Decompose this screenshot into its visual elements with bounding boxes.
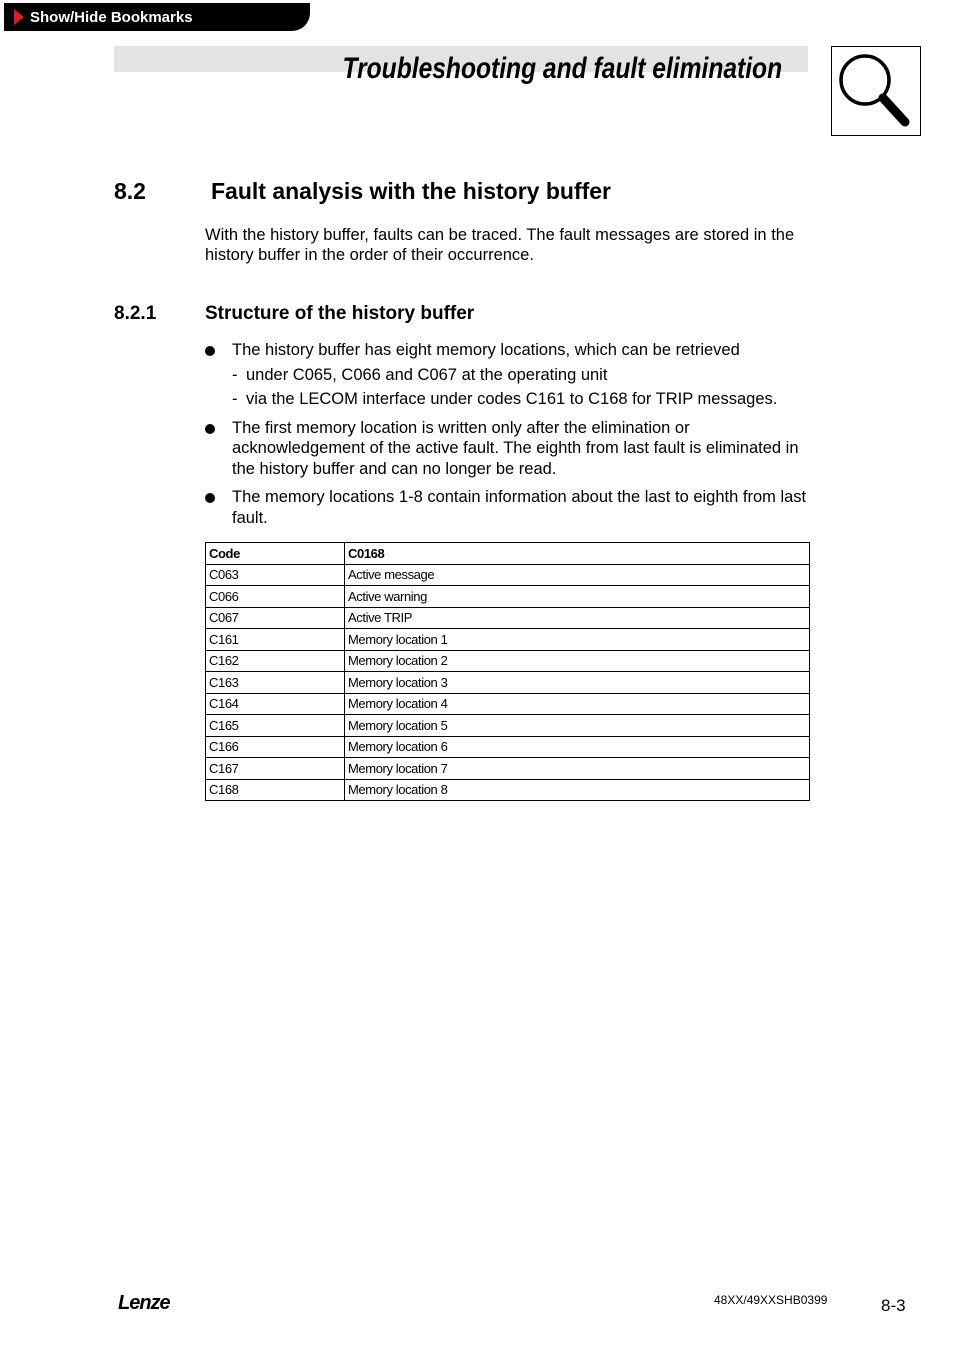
table-cell-meaning: Memory location 7	[345, 758, 810, 780]
page-number: 8-3	[881, 1296, 906, 1315]
table-cell-meaning: Memory location 3	[345, 672, 810, 694]
sub-item	[232, 365, 815, 386]
subsection-number: 8.2.1	[114, 303, 157, 324]
document-number: 48XX/49XXSHB0399	[714, 1293, 828, 1307]
table-cell-code: C066	[206, 586, 345, 608]
sub-item-text: via the LECOM interface under codes C161 to C168 for TRIP messages.	[246, 390, 778, 408]
dash-icon: -	[232, 390, 238, 408]
table-cell-code: C067	[206, 607, 345, 629]
bullet-dot-icon	[205, 493, 215, 503]
section-title: Fault analysis with the history buffer	[211, 178, 612, 204]
bullet-item	[205, 418, 815, 480]
section-number: 8.2	[114, 178, 146, 204]
table-cell-meaning: Memory location 8	[345, 779, 810, 801]
sub-item-text: under C065, C066 and C067 at the operating unit	[246, 365, 608, 384]
section-intro: With the history buffer, faults can be traced. The fault messages are stored in the history buffer in the order of their occurrence.	[205, 226, 795, 264]
sub-item	[232, 389, 815, 410]
bullet-text: The first memory location is written only after the elimination or acknowledgement of the active fault. The eighth from last fault is eliminated in the history buffer and can no longer be read.	[232, 418, 799, 478]
table-cell-code: C063	[206, 564, 345, 586]
table-cell-code: C164	[206, 693, 345, 715]
table-row	[206, 758, 810, 780]
table-row	[206, 715, 810, 737]
table-cell-meaning: Active warning	[345, 586, 810, 608]
dash-icon: -	[232, 365, 238, 384]
table-cell-meaning: Memory location 2	[345, 650, 810, 672]
table-cell-code: C167	[206, 758, 345, 780]
table-cell-meaning: Memory location 6	[345, 736, 810, 758]
table-row	[206, 629, 810, 651]
table-row	[206, 672, 810, 694]
bullet-item	[205, 340, 815, 410]
table-cell-code: C162	[206, 650, 345, 672]
table-row	[206, 586, 810, 608]
bullet-item	[205, 487, 815, 528]
table-cell-code: C168	[206, 779, 345, 801]
bookmarks-label: Show/Hide Bookmarks	[30, 8, 193, 26]
bullet-text: The history buffer has eight memory locations, which can be retrieved	[232, 341, 740, 359]
table-header-value: C0168	[345, 543, 810, 565]
triangle-right-icon	[14, 9, 24, 25]
table-row	[206, 779, 810, 801]
magnifier-icon	[831, 46, 921, 136]
table-cell-code: C163	[206, 672, 345, 694]
table-row	[206, 607, 810, 629]
table-cell-meaning: Active message	[345, 564, 810, 586]
lenze-logo: Lenze	[118, 1292, 170, 1314]
subsection-title: Structure of the history buffer	[205, 303, 475, 324]
bullet-dot-icon	[205, 424, 215, 434]
table-row	[206, 736, 810, 758]
table-header-row	[206, 543, 810, 565]
table-row	[206, 693, 810, 715]
table-cell-meaning: Memory location 1	[345, 629, 810, 651]
table-cell-meaning: Memory location 4	[345, 693, 810, 715]
bullet-text: The memory locations 1-8 contain information about the last to eighth from last fault.	[232, 488, 807, 527]
table-row	[206, 650, 810, 672]
show-hide-bookmarks-button[interactable]	[4, 3, 310, 31]
table-row	[206, 564, 810, 586]
table-cell-code: C165	[206, 715, 345, 737]
bullet-dot-icon	[205, 346, 215, 356]
history-buffer-table	[205, 542, 810, 801]
table-cell-code: C166	[206, 736, 345, 758]
table-cell-code: C161	[206, 629, 345, 651]
chapter-title: Troubleshooting and fault elimination	[342, 52, 782, 85]
bullet-list	[205, 340, 815, 536]
table-header-code: Code	[206, 543, 345, 565]
table-cell-meaning: Active TRIP	[345, 607, 810, 629]
table-cell-meaning: Memory location 5	[345, 715, 810, 737]
